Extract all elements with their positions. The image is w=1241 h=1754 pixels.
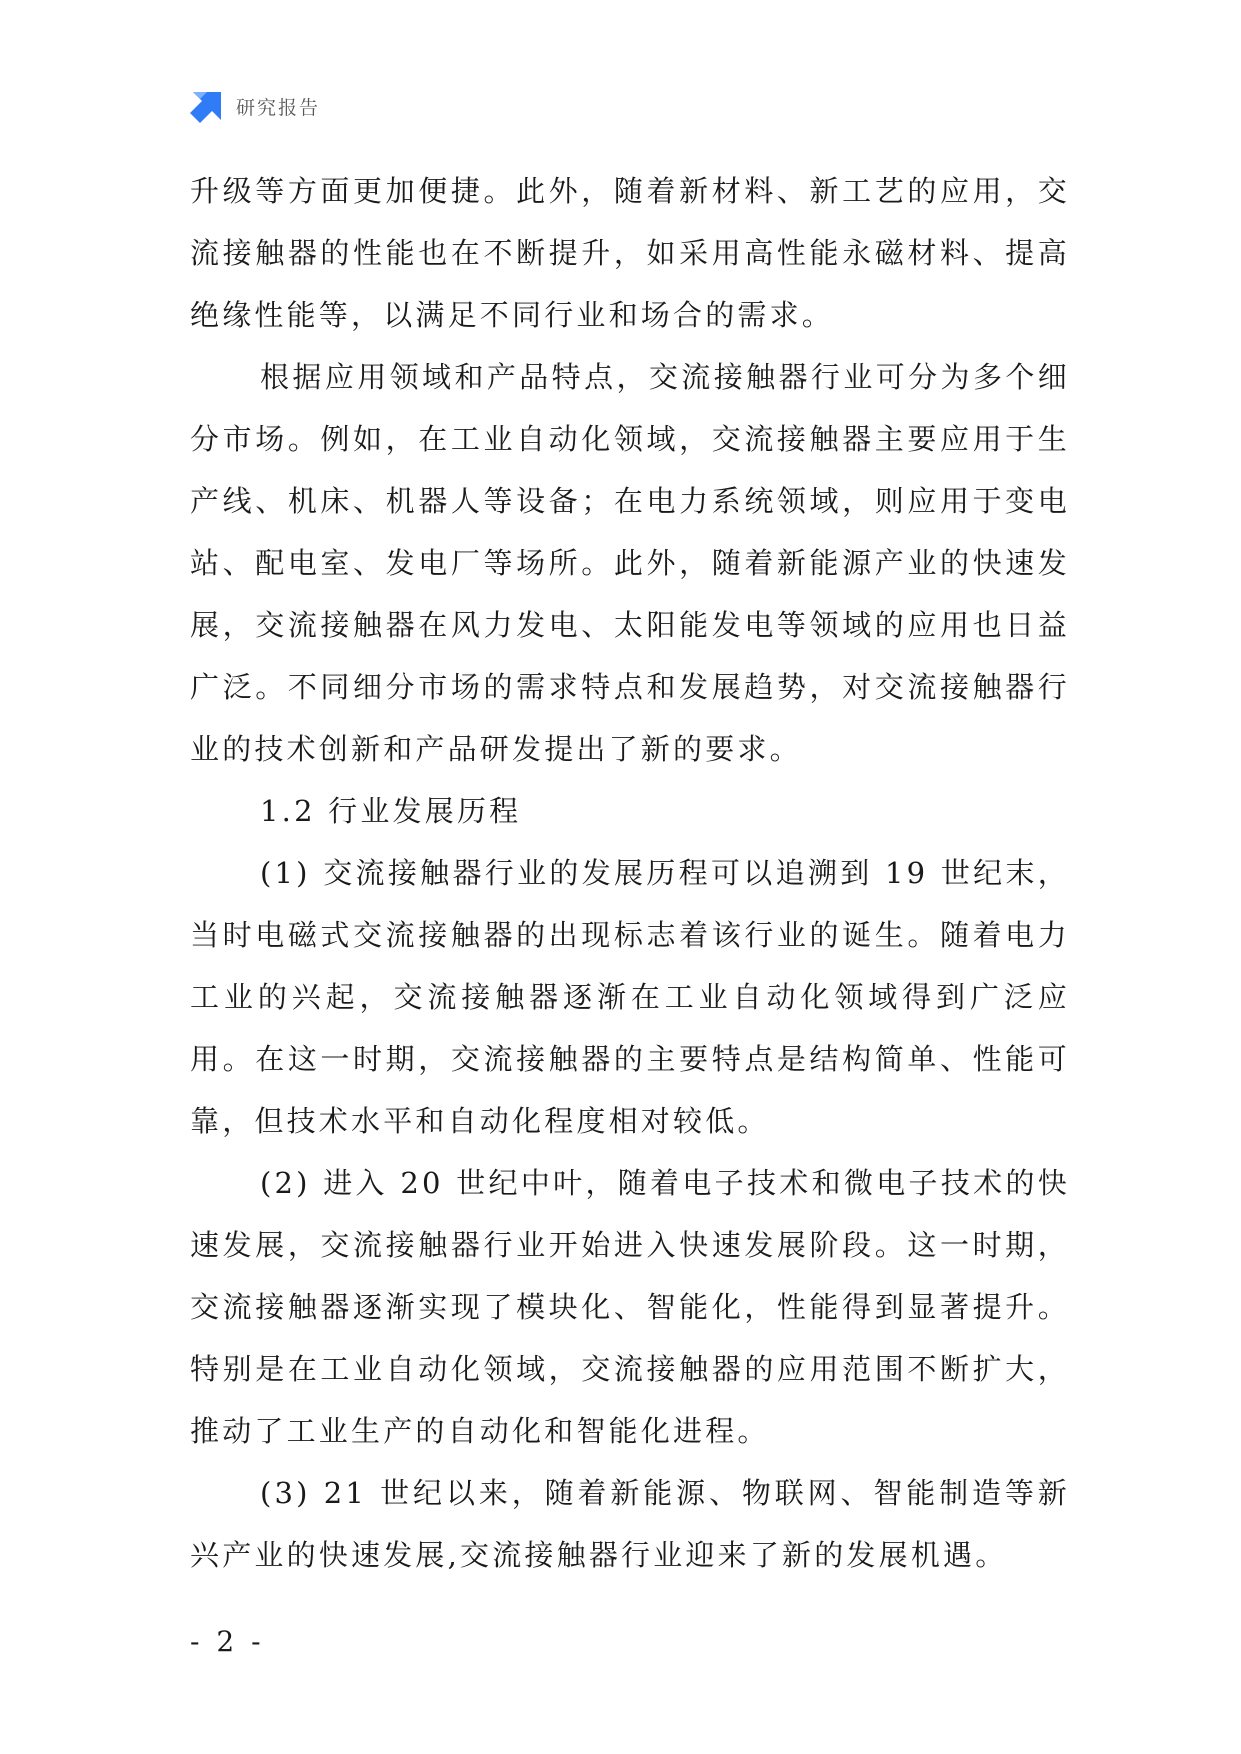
header-title: 研究报告 [236,96,321,119]
page-header [190,88,320,124]
section-heading: 1.2 行业发展历程 [260,794,522,828]
paragraph-history-1: (1) 交流接触器行业的发展历程可以追溯到 19 世纪末，当时电磁式交流接触器的出现标志着该行业的诞生。随着电力工业的兴起，交流接触器逐渐在工业自动化领域得到广泛应用。在这一时期，交流接触器的主要特点是结构简单、性能可靠，但技术水平和自动化程度相对较低。 [190,856,1070,1138]
document-body [190,160,1070,1586]
paragraph-history-3: (3) 21 世纪以来，随着新能源、物联网、智能制造等新兴产业的快速发展,交流接触器行业迎来了新的发展机遇。 [190,1476,1070,1572]
page-number: - 2 - [190,1625,265,1658]
paragraph-market-segments: 根据应用领域和产品特点，交流接触器行业可分为多个细分市场。例如，在工业自动化领域，交流接触器主要应用于生产线、机床、机器人等设备；在电力系统领域，则应用于变电站、配电室、发电厂等场所。此外，随着新能源产业的快速发展，交流接触器在风力发电、太阳能发电等领域的应用也日益广泛。不同细分市场的需求特点和发展趋势，对交流接触器行业的技术创新和产品研发提出了新的要求。 [190,360,1070,766]
paragraph-history-2: (2) 进入 20 世纪中叶，随着电子技术和微电子技术的快速发展，交流接触器行业开始进入快速发展阶段。这一时期，交流接触器逐渐实现了模块化、智能化，性能得到显著提升。特别是在工业自动化领域，交流接触器的应用范围不断扩大，推动了工业生产的自动化和智能化进程。 [190,1166,1070,1448]
arrow-up-right-icon [190,89,224,123]
paragraph-continued: 升级等方面更加便捷。此外，随着新材料、新工艺的应用，交流接触器的性能也在不断提升，如采用高性能永磁材料、提高绝缘性能等，以满足不同行业和场合的需求。 [190,174,1070,332]
